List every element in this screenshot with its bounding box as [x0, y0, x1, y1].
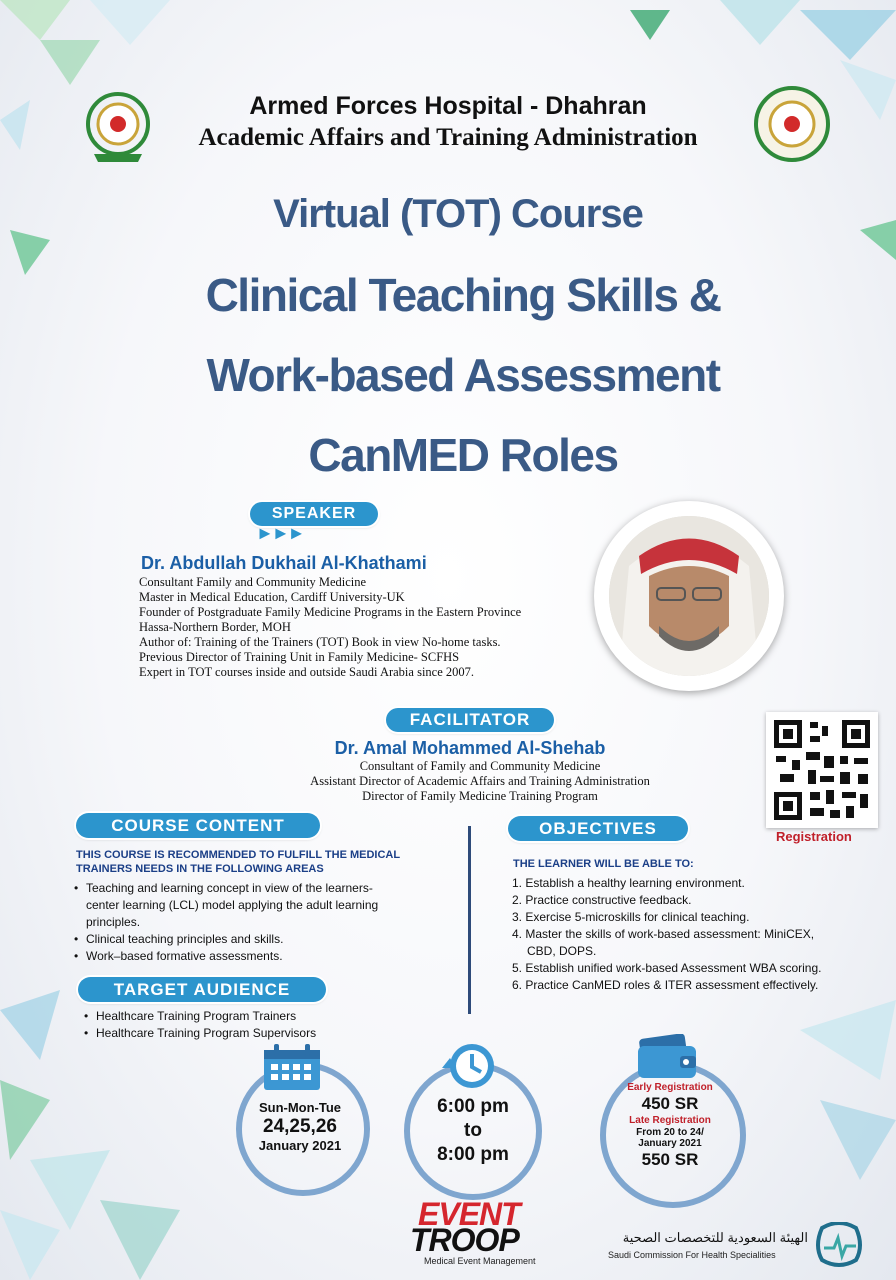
facilitator-bio — [260, 759, 700, 804]
list-item: 3. Exercise 5-microskills for clinical teaching. — [512, 910, 750, 924]
scfhs-logo — [600, 1222, 880, 1270]
early-registration-label: Early Registration — [627, 1082, 713, 1093]
speaker-badge: SPEAKER — [250, 502, 378, 526]
course-dates: 24,25,26 — [263, 1116, 337, 1137]
course-type-title: Virtual (TOT) Course — [273, 192, 643, 236]
department-name: Academic Affairs and Training Administration — [198, 124, 698, 151]
course-title-line-3: CanMED Roles — [308, 429, 618, 481]
objectives-badge: OBJECTIVES — [508, 816, 688, 841]
list-item: 2. Practice constructive feedback. — [512, 893, 692, 907]
scfhs-arabic-name: الهيئة السعودية للتخصصات الصحية — [622, 1230, 808, 1245]
list-item: • Work–based formative assessments. — [86, 948, 386, 965]
registration-qr-code[interactable] — [766, 712, 878, 828]
speaker-photo — [594, 501, 784, 691]
time-start: 6:00 pm — [437, 1096, 509, 1117]
speaker-bio-line: Previous Director of Training Unit in Family Medicine- SCFHS — [139, 650, 460, 664]
scfhs-icon — [814, 1222, 864, 1268]
course-content-intro: THIS COURSE IS RECOMMENDED TO FULFILL THE MEDICAL TRAINERS NEEDS IN THE FOLLOWING AREAS — [76, 849, 400, 875]
facilitator-bio-line: Director of Family Medicine Training Program — [362, 789, 598, 803]
late-registration-label: Late Registration — [629, 1115, 711, 1126]
late-registration-month: January 2021 — [638, 1138, 702, 1149]
event-troop-logo-bottom: TROOP — [410, 1222, 519, 1258]
early-registration-price: 450 SR — [641, 1094, 699, 1113]
speaker-arrows: ►►► — [256, 523, 304, 543]
event-troop-tagline: Medical Event Management — [424, 1256, 536, 1266]
speaker-bio-line: Expert in TOT courses inside and outside Saudi Arabia since 2007. — [139, 665, 475, 679]
registration-label: Registration — [776, 829, 852, 844]
time-end: 8:00 pm — [437, 1144, 509, 1165]
speaker-bio — [139, 575, 521, 680]
speaker-bio-line: Consultant Family and Community Medicine — [139, 575, 367, 589]
wallet-icon — [636, 1034, 698, 1085]
late-registration-range: From 20 to 24/ — [636, 1127, 704, 1138]
course-days: Sun-Mon-Tue — [258, 1100, 342, 1115]
late-registration-price: 550 SR — [641, 1150, 699, 1169]
list-item: 6. Practice CanMED roles & ITER assessment effectively. — [512, 978, 819, 992]
target-audience-list — [96, 1008, 396, 1042]
event-troop-logo-top: EVENT — [418, 1196, 520, 1232]
facilitator-bio-line: Assistant Director of Academic Affairs and Training Administration — [310, 774, 650, 788]
list-item: CBD, DOPS. — [527, 944, 597, 958]
list-item: 4. Master the skills of work-based assessment: MiniCEX, — [512, 927, 815, 941]
calendar-icon — [262, 1044, 322, 1097]
list-item: 1. Establish a healthy learning environment. — [512, 876, 745, 890]
list-item: • Healthcare Training Program Trainers — [96, 1008, 396, 1025]
column-divider — [468, 826, 471, 1014]
speaker-bio-line: Founder of Postgraduate Family Medicine Programs in the Eastern Province — [139, 605, 522, 619]
facilitator-badge: FACILITATOR — [386, 708, 554, 732]
list-item: • Healthcare Training Program Supervisors — [96, 1025, 396, 1042]
speaker-bio-line: Master in Medical Education, Cardiff University-UK — [139, 590, 405, 604]
course-content-badge: COURSE CONTENT — [76, 813, 320, 838]
speaker-bio-line: Hassa-Northern Border, MOH — [139, 620, 291, 634]
objectives-list — [512, 875, 872, 994]
course-month: January 2021 — [258, 1138, 342, 1153]
hospital-name: Armed Forces Hospital - Dhahran — [249, 92, 647, 120]
scfhs-english-name: Saudi Commission For Health Specialities — [608, 1250, 776, 1260]
list-item: 5. Establish unified work-based Assessment WBA scoring. — [512, 961, 822, 975]
facilitator-bio-line: Consultant of Family and Community Medicine — [359, 759, 601, 773]
course-title-line-1: Clinical Teaching Skills & — [205, 269, 721, 321]
list-item: • Clinical teaching principles and skills. — [86, 931, 386, 948]
list-item: • Teaching and learning concept in view of the learners-center learning (LCL) model applying the adult learning principles. — [86, 880, 386, 931]
target-audience-badge: TARGET AUDIENCE — [78, 977, 326, 1002]
course-title-line-2: Work-based Assessment — [206, 349, 720, 401]
clock-icon — [438, 1038, 500, 1097]
objectives-intro: THE LEARNER WILL BE ABLE TO: — [513, 858, 694, 870]
speaker-bio-line: Author of: Training of the Trainers (TOT) Book in view No-home tasks. — [139, 635, 501, 649]
facilitator-name: Dr. Amal Mohammed Al-Shehab — [334, 738, 606, 758]
event-troop-logo — [404, 1196, 554, 1270]
speaker-name: Dr. Abdullah Dukhail Al-Khathami — [141, 553, 427, 573]
time-separator: to — [464, 1120, 482, 1141]
course-content-list — [86, 880, 386, 965]
